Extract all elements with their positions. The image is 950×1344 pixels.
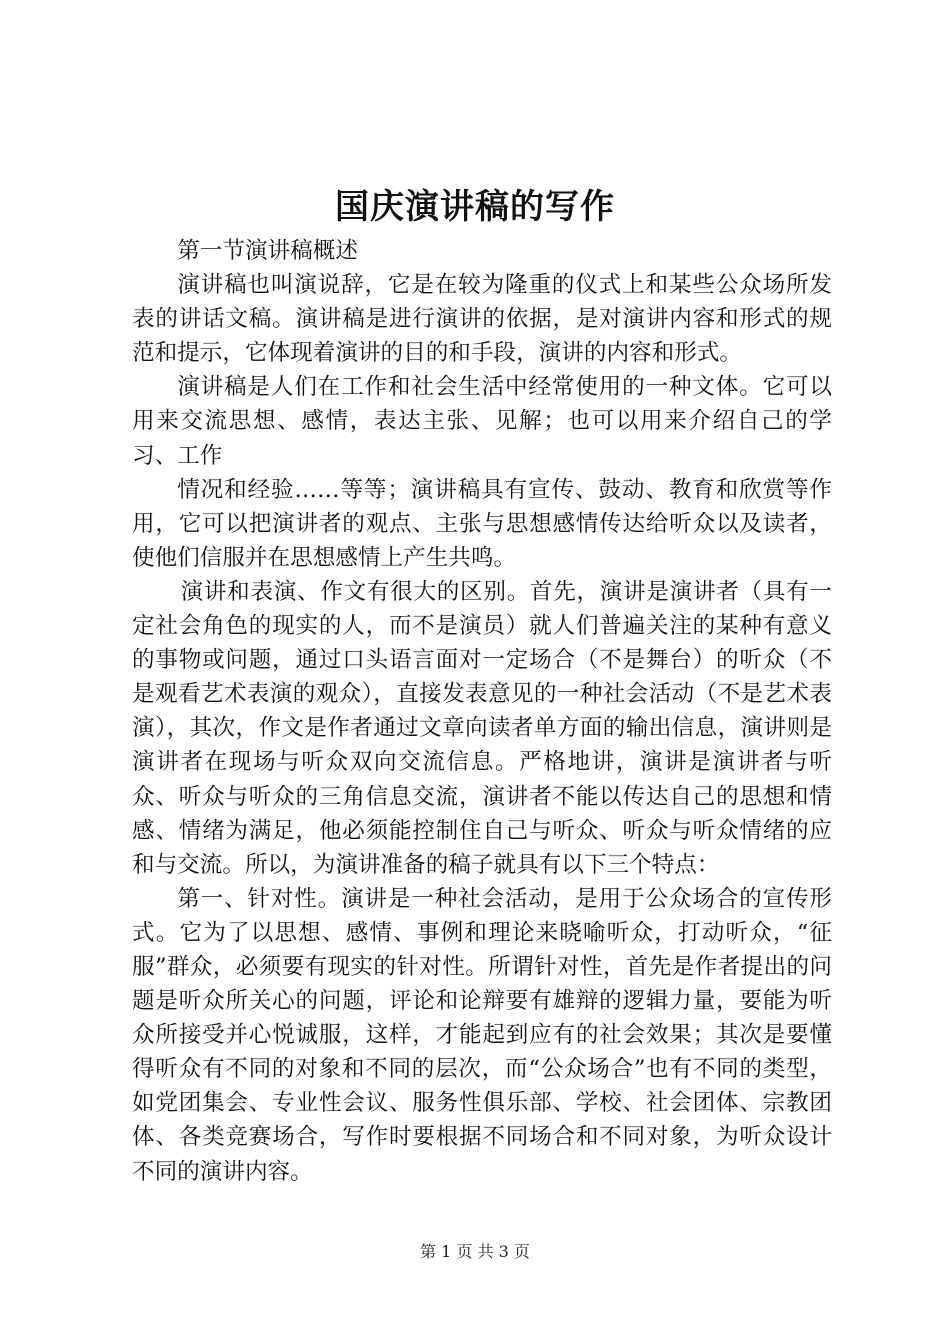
paragraph-usage: 演讲稿是人们在工作和社会生活中经常使用的一种文体。它可以用来交流思想、感情，表达主张、见解；也可以用来介绍自己的学习、工作 (132, 374, 832, 469)
section-heading: 第一节演讲稿概述 (177, 238, 358, 264)
page-number-footer: 第 1 页 共 3 页 (420, 1242, 530, 1261)
document-body (132, 234, 832, 1189)
document-title: 国庆演讲稿的写作 (335, 187, 615, 227)
paragraph-functions: 情况和经验……等等；演讲稿具有宣传、鼓动、教育和欣赏等作用，它可以把演讲者的观点、主张与思想感情传达给听众以及读者，使他们信服并在思想感情上产生共鸣。 (132, 476, 832, 571)
paragraph-pertinence: 第一、针对性。演讲是一种社会活动，是用于公众场合的宣传形式。它为了以思想、感情、事例和理论来晓喻听众，打动听众，“征服”群众，必须要有现实的针对性。所谓针对性，首先是作者提出的问题是听众所关心的问题，评论和论辩要有雄辩的逻辑力量，要能为听众所接受并心悦诚服，这样，才能起到应有的社会效果；其次是要懂得听众有不同的对象和不同的层次，而“公众场合”也有不同的类型，如党团集会、专业性会议、服务性俱乐部、学校、社会团体、宗教团体、各类竞赛场合，写作时要根据不同场合和不同对象，为听众设计不同的演讲内容。 (132, 885, 832, 1185)
paragraph-differences: 演讲和表演、作文有很大的区别。首先，演讲是演讲者（具有一定社会角色的现实的人，而不是演员）就人们普遍关注的某种有意义的事物或问题，通过口头语言面对一定场合（不是舞台）的听众（不是观看艺术表演的观众），直接发表意见的一种社会活动（不是艺术表演），其次，作文是作者通过文章向读者单方面的输出信息，演讲则是演讲者在现场与听众双向交流信息。严格地讲，演讲是演讲者与听众、听众与听众的三角信息交流，演讲者不能以传达自己的思想和情感、情绪为满足，他必须能控制住自己与听众、听众与听众情绪的应和与交流。所以，为演讲准备的稿子就具有以下三个特点： (132, 578, 832, 878)
paragraph-definition: 演讲稿也叫演说辞，它是在较为隆重的仪式上和某些公众场所发表的讲话文稿。演讲稿是进行演讲的依据，是对演讲内容和形式的规范和提示，它体现着演讲的目的和手段，演讲的内容和形式。 (132, 272, 832, 367)
